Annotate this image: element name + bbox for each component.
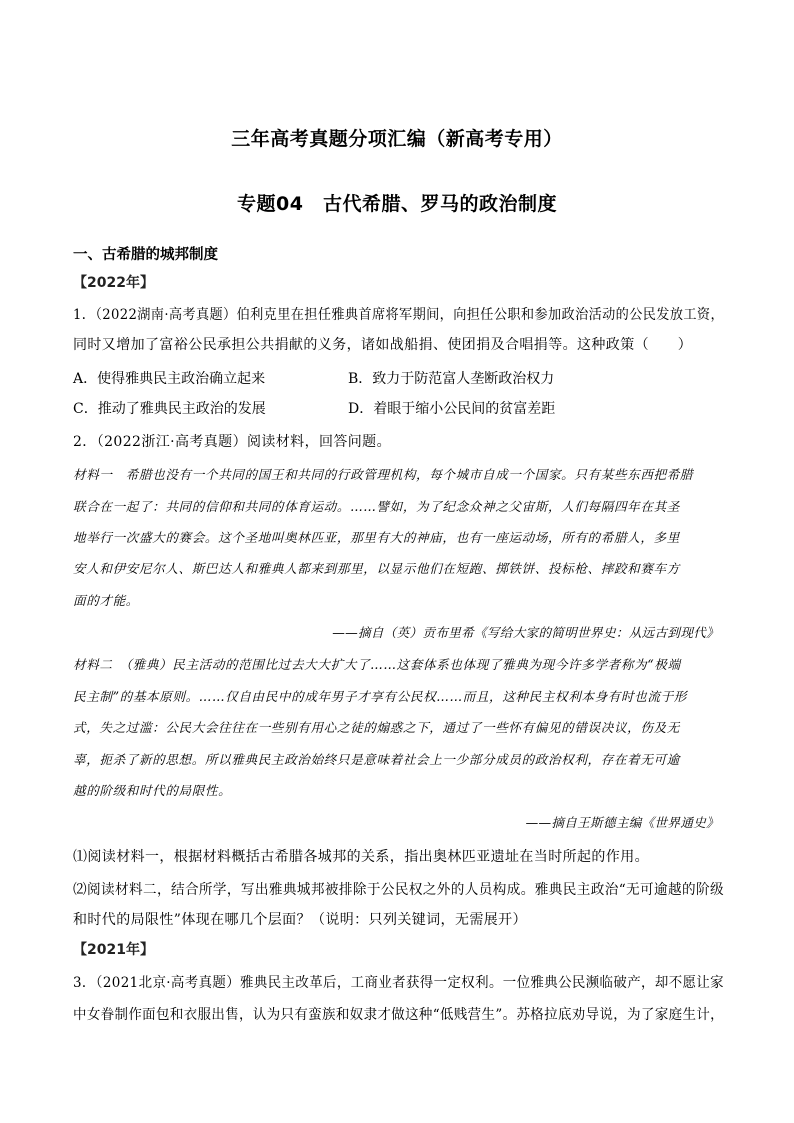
sub-question-2-line-1: ⑵阅读材料二，结合所学，写出雅典城邦被排除于公民权之外的人员构成。雅典民主政治“无可逾越的阶级 bbox=[73, 882, 724, 898]
question-1-option-b: B．致力于防范富人垄断政治权力 bbox=[348, 371, 555, 387]
year-label-2022: 【2022年】 bbox=[73, 275, 154, 291]
question-1-option-d: D．着眼于缩小公民间的贫富差距 bbox=[348, 401, 556, 417]
question-1-option-a: A．使得雅典民主政治确立起来 bbox=[73, 371, 266, 387]
topic-title: 专题04 古代希腊、罗马的政治制度 bbox=[237, 193, 557, 215]
question-2-stem: 2．（2022浙江·高考真题）阅读材料，回答问题。 bbox=[73, 434, 391, 450]
material-2-line: 民主制”的基本原则。……仅自由民中的成年男子才享有公民权……而且，这种民主权利本身有时也流于形 bbox=[73, 689, 687, 704]
section-heading: 一、古希腊的城邦制度 bbox=[73, 247, 218, 263]
sub-question-1: ⑴阅读材料一，根据材料概括古希腊各城邦的关系，指出奥林匹亚遗址在当时所起的作用。 bbox=[73, 849, 649, 865]
question-1-line-2: 同时又增加了富裕公民承担公共捐献的义务，诸如战船捐、使团捐及合唱捐等。这种政策（ ） bbox=[73, 337, 693, 353]
question-3-line-1: 3．（2021北京·高考真题）雅典民主改革后，工商业者获得一定权利。一位雅典公民濒临破产，却不愿让家 bbox=[73, 975, 724, 991]
material-2-line: 材料二 （雅典）民主活动的范围比过去大大扩大了……这套体系也体现了雅典为现今许多学者称为“极端 bbox=[73, 657, 681, 672]
material-1-source: ——摘自（英）贡布里希《写给大家的简明世界史：从远古到现代》 bbox=[332, 625, 719, 640]
question-3-line-2: 中女眷制作面包和衣服出售，认为只有蛮族和奴隶才做这种“低贱营生”。苏格拉底劝导说，为了家庭生计， bbox=[73, 1007, 724, 1023]
material-1-line: 地举行一次盛大的赛会。这个圣地叫奥林匹亚，那里有大的神庙，也有一座运动场，所有的希腊人，多里 bbox=[73, 530, 680, 545]
year-label-2021: 【2021年】 bbox=[73, 942, 154, 958]
material-2-line: 式，失之过滥：公民大会往往在一些别有用心之徒的煽惑之下，通过了一些怀有偏见的错误决议，伤及无 bbox=[73, 720, 680, 735]
sub-question-2-line-2: 和时代的局限性”体现在哪几个层面？（说明：只列关键词，无需展开） bbox=[73, 912, 527, 928]
question-1-line-1: 1．（2022湖南·高考真题）伯利克里在担任雅典首席将军期间，向担任公职和参加政治活动的公民发放工资， bbox=[73, 307, 724, 323]
document-title: 三年高考真题分项汇编（新高考专用） bbox=[231, 128, 563, 150]
material-1-line: 联合在一起了：共同的信仰和共同的体育运动。……譬如，为了纪念众神之父宙斯，人们每隔四年在其圣 bbox=[73, 499, 680, 514]
material-1-line: 安人和伊安尼尔人、斯巴达人和雅典人都来到那里，以显示他们在短跑、掷铁饼、投标枪、摔跤和赛车方 bbox=[73, 561, 680, 576]
material-2-line: 越的阶级和时代的局限性。 bbox=[73, 783, 232, 798]
material-1-line: 面的才能。 bbox=[73, 593, 139, 608]
question-1-option-c: C．推动了雅典民主政治的发展 bbox=[73, 401, 266, 417]
material-1-line: 材料一 希腊也没有一个共同的国王和共同的行政管理机构，每个城市自成一个国家。只有某些东西把希腊 bbox=[73, 467, 694, 482]
material-2-source: ——摘自王斯德主编《世界通史》 bbox=[525, 815, 719, 830]
material-2-line: 辜，扼杀了新的思想。所以雅典民主政治始终只是意味着社会上一少部分成员的政治权利，存在着无可逾 bbox=[73, 752, 680, 767]
